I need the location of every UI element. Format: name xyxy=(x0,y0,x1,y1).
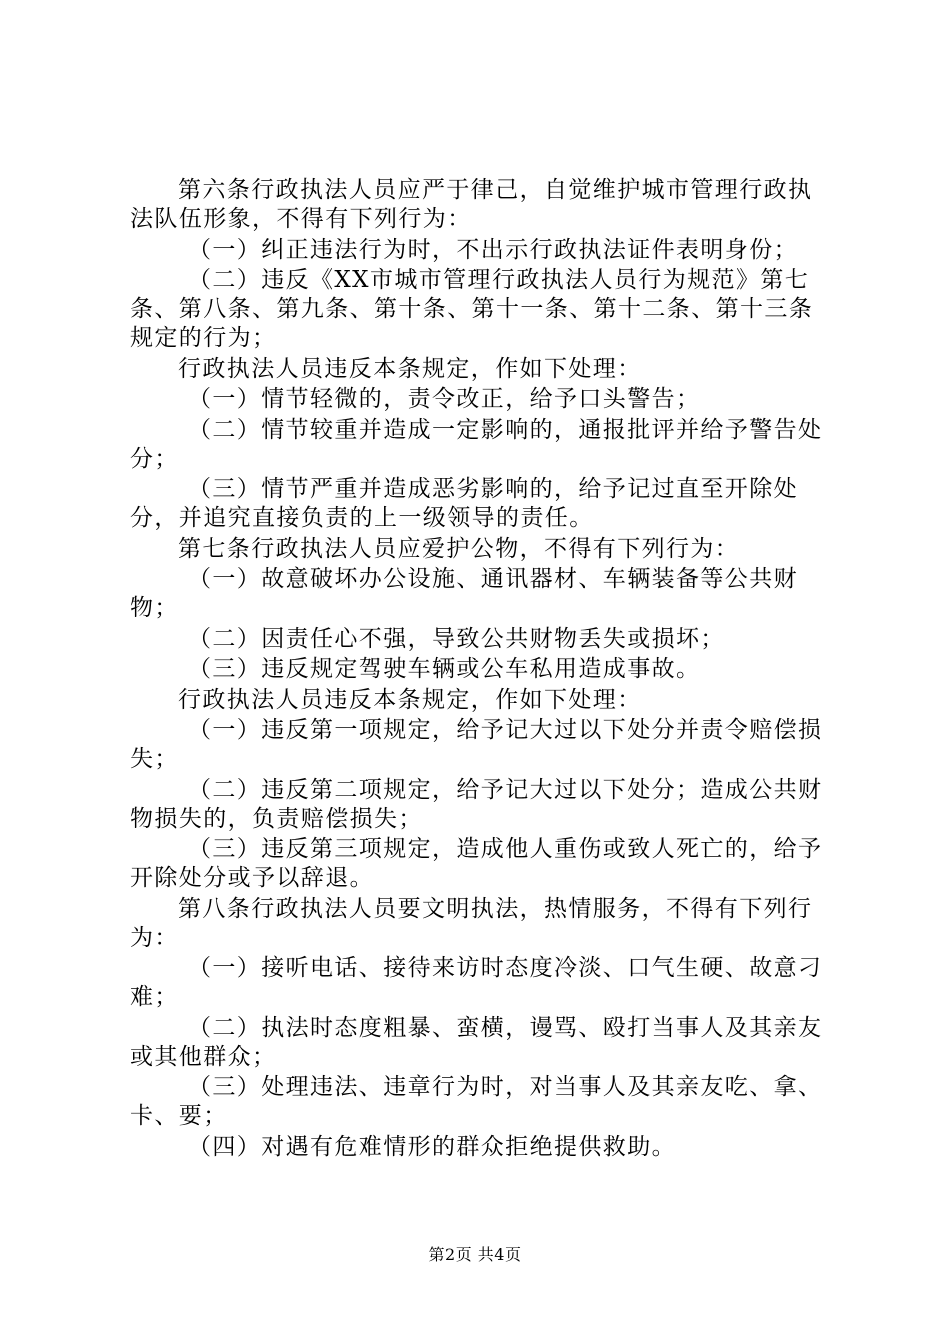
article-8-paragraph: 第八条行政执法人员要文明执法，热情服务，不得有下列行为： xyxy=(130,895,813,951)
article-7-paragraph: 第七条行政执法人员应爱护公物，不得有下列行为： xyxy=(178,535,740,562)
article-8-item-3: （三）处理违法、违章行为时，对当事人及其亲友吃、拿、卡、要； xyxy=(130,1074,823,1129)
article-6-paragraph: 第六条行政执法人员应严于律己，自觉维护城市管理行政执法队伍形象，不得有下列行为： xyxy=(130,177,813,232)
article-6-penalty-1: （一）情节轻微的，责令改正，给予口头警告； xyxy=(188,386,701,412)
article-7-penalty-1: （一）违反第一项规定，给予记大过以下处分并责令赔偿损失； xyxy=(130,717,823,772)
page-number-footer: 第2页 共4页 xyxy=(428,1245,522,1264)
article-6-penalty-intro: 行政执法人员违反本条规定，作如下处理： xyxy=(178,355,642,382)
article-6-penalty-3: （三）情节严重并造成恶劣影响的，给予记过直至开除处分，并追究直接负责的上一级领导的责任。 xyxy=(130,476,798,531)
article-7-penalty-intro: 行政执法人员违反本条规定，作如下处理： xyxy=(178,686,642,713)
article-7-penalty-3: （三）违反第三项规定，造成他人重伤或致人死亡的，给予开除处分或予以辞退。 xyxy=(130,836,823,891)
article-7-item-1: （一）故意破坏办公设施、通讯器材、车辆装备等公共财物； xyxy=(130,566,798,621)
article-6-item-1: （一）纠正违法行为时，不出示行政执法证件表明身份； xyxy=(188,236,798,263)
article-8-item-2: （二）执法时态度粗暴、蛮横，谩骂、殴打当事人及其亲友或其他群众； xyxy=(130,1014,823,1070)
article-7-item-2: （二）因责任心不强，导致公共财物丢失或损坏； xyxy=(188,625,725,652)
article-8-item-1: （一）接听电话、接待来访时态度冷淡、口气生硬、故意刁难； xyxy=(130,955,823,1010)
article-6-penalty-2: （二）情节较重并造成一定影响的，通报批评并给予警告处分； xyxy=(130,416,823,472)
document-body xyxy=(130,176,835,1163)
article-8-item-4: （四）对遇有危难情形的群众拒绝提供救助。 xyxy=(188,1133,676,1160)
article-7-penalty-2: （二）违反第二项规定，给予记大过以下处分；造成公共财物损失的，负责赔偿损失； xyxy=(130,776,823,832)
article-6-item-2: （二）违反《XX市城市管理行政执法人员行为规范》第七条、第八条、第九条、第十条、第十一条、第十二条、第十三条规定的行为； xyxy=(130,267,814,351)
article-7-item-3: （三）违反规定驾驶车辆或公车私用造成事故。 xyxy=(188,656,701,682)
